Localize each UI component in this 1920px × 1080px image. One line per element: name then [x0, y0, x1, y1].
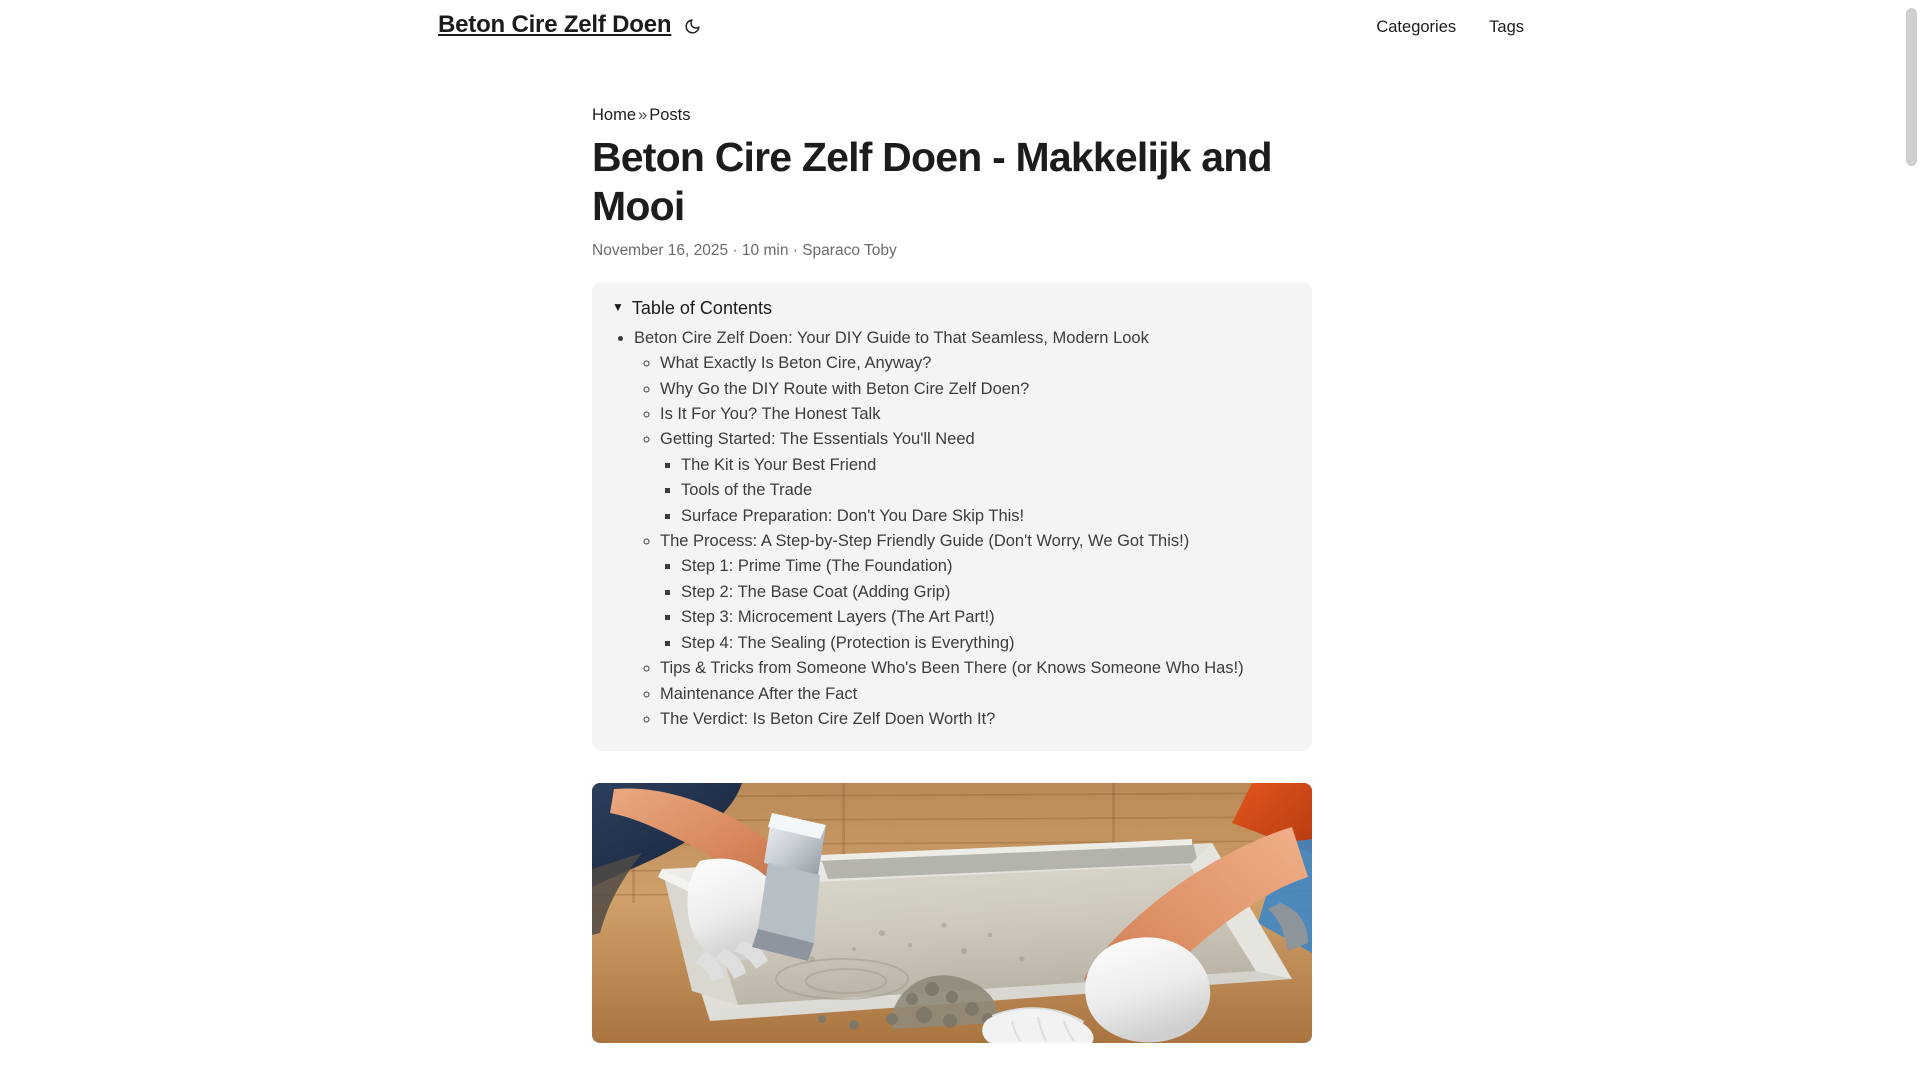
breadcrumb-separator: » [638, 106, 648, 124]
toc-link[interactable]: Step 2: The Base Coat (Adding Grip) [681, 582, 951, 601]
list-item [681, 454, 1292, 478]
toc-link[interactable]: Is It For You? The Honest Talk [660, 404, 881, 423]
toc-link[interactable]: The Process: A Step-by-Step Friendly Guide (Don't Worry, We Got This!) [660, 532, 1190, 551]
toc-list-level3 [660, 454, 1292, 529]
nav-link-categories[interactable]: Categories [1376, 18, 1457, 36]
breadcrumb-home[interactable]: Home [592, 106, 637, 124]
toc-list-level2 [634, 352, 1292, 732]
scrollbar-track[interactable] [1903, 0, 1920, 1080]
list-item [681, 581, 1292, 605]
nav-link-tags[interactable]: Tags [1489, 18, 1524, 36]
breadcrumb-posts[interactable]: Posts [649, 106, 691, 124]
site-title-link[interactable]: Beton Cire Zelf Doen [438, 11, 672, 38]
list-item [660, 428, 1292, 528]
toc-link[interactable]: Tips & Tricks from Someone Who's Been There (or Knows Someone Who Has!) [660, 659, 1244, 678]
toc-link[interactable]: Getting Started: The Essentials You'll Need [660, 430, 975, 449]
list-item [660, 403, 1292, 427]
list-item [660, 683, 1292, 707]
list-item [660, 530, 1292, 656]
post-container [592, 104, 1312, 1043]
list-item [660, 378, 1292, 402]
toc-link[interactable]: The Verdict: Is Beton Cire Zelf Doen Worth It? [660, 709, 996, 728]
triangle-down-icon: ▼ [612, 300, 624, 315]
toc-link[interactable]: Maintenance After the Fact [660, 684, 858, 703]
list-item [634, 327, 1292, 732]
list-item [660, 708, 1292, 732]
list-item [660, 352, 1292, 376]
toc-link[interactable]: What Exactly Is Beton Cire, Anyway? [660, 354, 932, 373]
list-item [681, 606, 1292, 630]
toc-link[interactable]: Tools of the Trade [681, 481, 813, 500]
toc-list-level3 [660, 555, 1292, 655]
list-item [681, 555, 1292, 579]
list-item [681, 479, 1292, 503]
toc-list-level1 [612, 327, 1292, 732]
toc-link[interactable]: Surface Preparation: Don't You Dare Skip This! [681, 506, 1025, 525]
brand-block [438, 12, 703, 38]
list-item [681, 505, 1292, 529]
table-of-contents [592, 282, 1312, 752]
toc-heading: Table of Contents [631, 297, 772, 318]
toc-link[interactable]: The Kit is Your Best Friend [681, 455, 877, 474]
list-item [681, 632, 1292, 656]
toc-link[interactable]: Step 1: Prime Time (The Foundation) [681, 557, 953, 576]
toc-link[interactable]: Beton Cire Zelf Doen: Your DIY Guide to That Seamless, Modern Look [634, 328, 1149, 347]
list-item [660, 657, 1292, 681]
featured-image [592, 783, 1312, 1043]
toc-toggle[interactable] [612, 298, 1292, 319]
toc-link[interactable]: Step 3: Microcement Layers (The Art Part!) [681, 608, 995, 627]
breadcrumb [592, 104, 1312, 127]
page-title: Beton Cire Zelf Doen - Makkelijk and Mooi [592, 134, 1272, 229]
scrollbar-thumb[interactable] [1906, 8, 1917, 166]
main-nav [1376, 18, 1524, 37]
toc-link[interactable]: Why Go the DIY Route with Beton Cire Zelf Doen? [660, 379, 1030, 398]
moon-icon[interactable] [681, 15, 703, 37]
toc-link[interactable]: Step 4: The Sealing (Protection is Everything) [681, 633, 1015, 652]
site-header [0, 0, 1920, 60]
post-meta: November 16, 2025 · 10 min · Sparaco Toby [592, 241, 897, 259]
